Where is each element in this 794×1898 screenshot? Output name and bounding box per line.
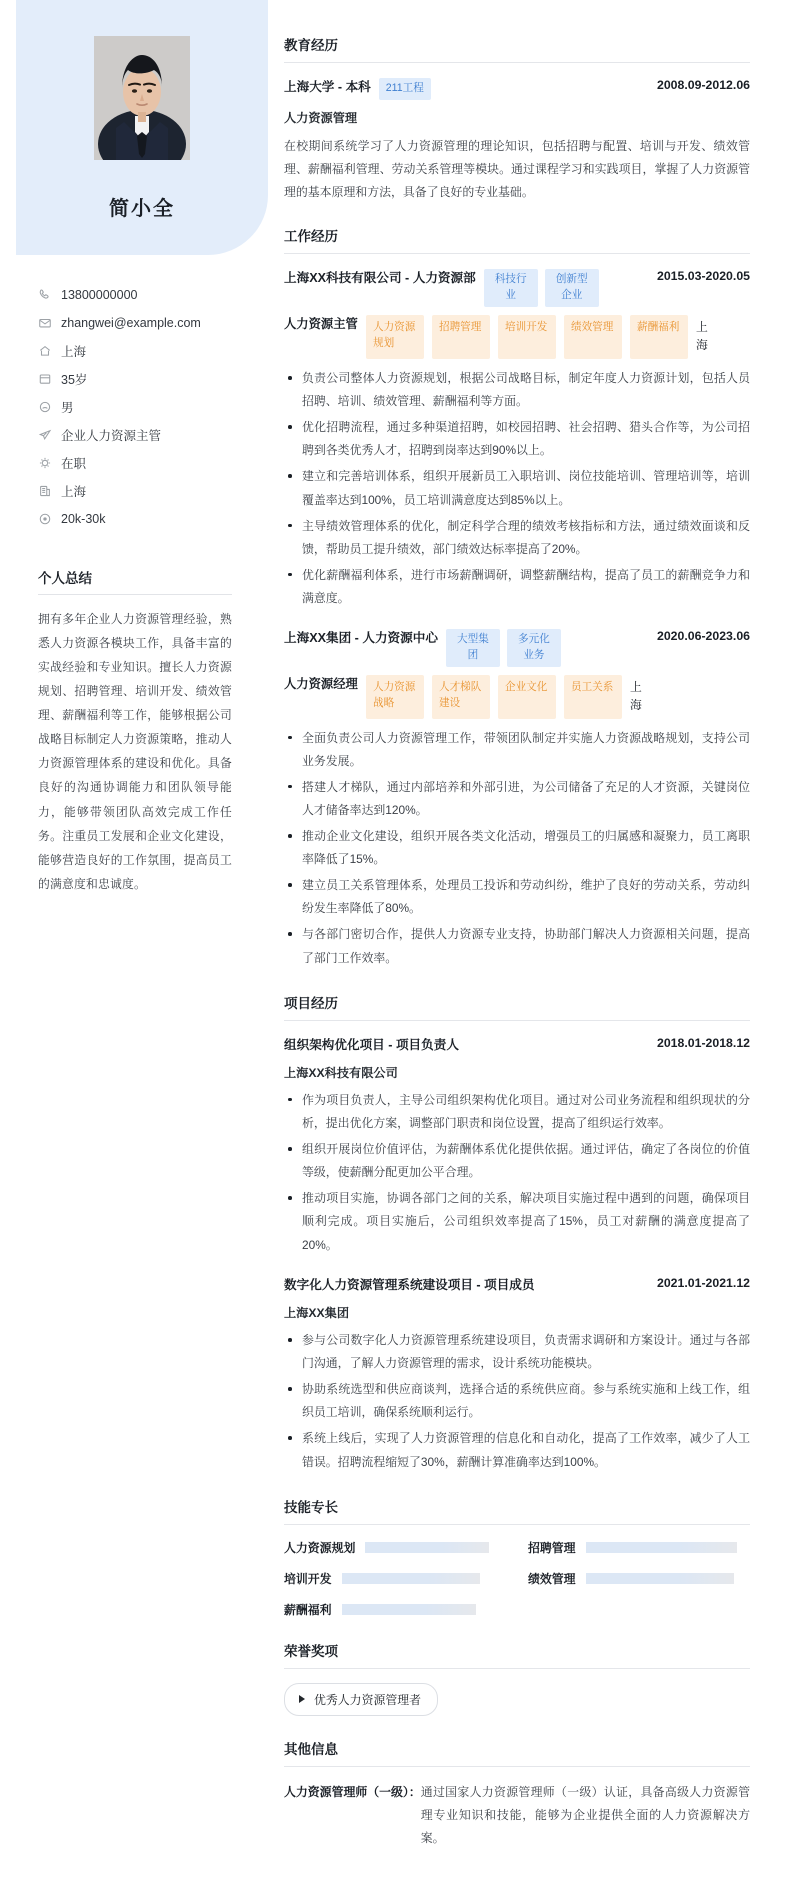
contact-item-position	[38, 421, 268, 449]
work-title: 工作经历	[284, 225, 750, 254]
role-skill-tags	[366, 315, 750, 359]
role-skill-tag: 培训开发	[498, 315, 556, 359]
calendar-icon	[38, 372, 52, 386]
other-info-title: 其他信息	[284, 1738, 750, 1767]
honors-section	[284, 1640, 750, 1716]
skill-progress-bar	[586, 1542, 750, 1553]
skill-progress-fill	[365, 1542, 489, 1553]
phone-icon	[38, 288, 52, 302]
work-bullets	[284, 727, 750, 970]
skill-item	[284, 1601, 506, 1618]
contact-value: 在职	[61, 457, 87, 471]
contact-item-gender	[38, 393, 268, 421]
education-entry	[284, 77, 750, 203]
contact-item-workplace	[38, 477, 268, 505]
role-title: 人力资源主管	[284, 317, 358, 332]
skill-label: 人力资源规划	[284, 1540, 356, 1555]
summary-title: 个人总结	[38, 567, 232, 595]
certificate-label: 人力资源管理师（一级）：	[284, 1784, 421, 1799]
company-tags	[484, 268, 649, 307]
company-tag: 科技行业	[484, 269, 538, 307]
skill-label: 招聘管理	[528, 1540, 576, 1555]
role-skill-tag: 人力资源规划	[366, 315, 424, 359]
project-bullet: 参与公司数字化人力资源管理系统建设项目，负责需求调研和方案设计。通过与各部门沟通，了解人力资源管理的需求，设计系统功能模块。	[284, 1329, 750, 1375]
profile-hero-panel	[16, 0, 268, 255]
skill-progress-bar	[342, 1573, 506, 1584]
company-tag: 大型集团	[446, 629, 500, 667]
salary-icon	[38, 512, 52, 526]
summary-section	[0, 567, 268, 896]
contact-value: 35岁	[61, 373, 88, 387]
project-date: 2021.01-2021.12	[657, 1275, 750, 1290]
contact-value: 上海	[61, 345, 87, 359]
right-column	[268, 0, 794, 1898]
skill-progress-fill	[586, 1542, 737, 1553]
summary-body: 拥有多年企业人力资源管理经验，熟悉人力资源各模块工作，具备丰富的实战经验和专业知识。擅长人力资源规划、招聘管理、培训开发、绩效管理、薪酬福利等工作，能够根据公司战略目标制定人力资源策略，推动人力资源管理体系的建设和优化。具备良好的沟通协调能力和团队领导能力，能够带领团队高效完成工作任务。注重员工发展和企业文化建设，能够营造良好的工作氛围，提高员工的满意度和忠诚度。	[38, 612, 232, 891]
work-role-row	[284, 315, 750, 359]
projects-title: 项目经历	[284, 992, 750, 1021]
home-icon	[38, 344, 52, 358]
contact-item-hometown	[38, 337, 268, 365]
honors-title: 荣誉奖项	[284, 1640, 750, 1669]
contact-value: 企业人力资源主管	[61, 429, 162, 443]
skills-section	[284, 1496, 750, 1618]
other-info-item	[284, 1781, 750, 1850]
work-entry-header	[284, 268, 750, 307]
role-skill-tag: 人力资源战略	[366, 675, 424, 719]
work-bullet: 全面负责公司人力资源管理工作，带领团队制定并实施人力资源战略规划，支持公司业务发展。	[284, 727, 750, 773]
skill-item	[528, 1539, 750, 1556]
company-tags	[446, 628, 649, 667]
skill-progress-fill	[586, 1573, 734, 1584]
status-icon	[38, 456, 52, 470]
role-location: 上海	[630, 679, 642, 712]
project-entry-header	[284, 1035, 750, 1055]
contact-item-phone	[38, 281, 268, 309]
projects-section	[284, 992, 750, 1474]
gender-icon	[38, 400, 52, 414]
contact-list	[0, 281, 268, 533]
skill-item	[284, 1539, 506, 1556]
work-entry-header	[284, 628, 750, 667]
project-name: 组织架构优化项目 - 项目负责人	[284, 1037, 459, 1052]
contact-item-email	[38, 309, 268, 337]
project-org: 上海XX科技有限公司	[284, 1065, 398, 1080]
education-section	[284, 34, 750, 203]
role-title: 人力资源经理	[284, 676, 358, 691]
work-bullet: 负责公司整体人力资源规划，根据公司战略目标，制定年度人力资源计划，包括人员招聘、培训、绩效管理、薪酬福利等方面。	[284, 367, 750, 413]
education-tag: 211工程	[379, 78, 431, 100]
role-skill-tag: 员工关系	[564, 675, 622, 719]
education-major: 人力资源管理	[284, 110, 358, 125]
email-icon	[38, 316, 52, 330]
skill-progress-bar	[586, 1573, 750, 1584]
portrait-photo	[94, 36, 190, 160]
education-title: 教育经历	[284, 34, 750, 63]
work-bullet: 主导绩效管理体系的优化，制定科学合理的绩效考核指标和方法，通过绩效面谈和反馈，帮助员工提升绩效，部门绩效达标率提高了20%。	[284, 515, 750, 561]
work-bullet: 优化薪酬福利体系，进行市场薪酬调研，调整薪酬结构，提高了员工的薪酬竞争力和满意度。	[284, 564, 750, 610]
skill-item	[528, 1570, 750, 1587]
contact-item-salary	[38, 505, 268, 533]
education-date: 2008.09-2012.06	[657, 78, 750, 92]
skill-progress-fill	[342, 1573, 480, 1584]
work-role-row	[284, 675, 750, 719]
contact-item-age	[38, 365, 268, 393]
triangle-right-icon[interactable]	[299, 1695, 305, 1703]
building-icon	[38, 484, 52, 498]
company-name: 上海XX集团 - 人力资源中心	[284, 631, 438, 646]
project-entry-header	[284, 1275, 750, 1295]
role-location: 上海	[696, 320, 708, 353]
skill-label: 薪酬福利	[284, 1602, 332, 1617]
project-bullet: 作为项目负责人，主导公司组织架构优化项目。通过对公司业务流程和组织现状的分析，提出优化方案，调整部门职责和岗位设置，提高了组织运行效率。	[284, 1089, 750, 1135]
skill-item	[284, 1570, 506, 1587]
role-skill-tag: 绩效管理	[564, 315, 622, 359]
role-skill-tag: 人才梯队建设	[432, 675, 490, 719]
project-entry	[284, 1035, 750, 1257]
project-name: 数字化人力资源管理系统建设项目 - 项目成员	[284, 1277, 535, 1292]
certificate-description: 通过国家人力资源管理师（一级）认证，具备高级人力资源管理专业知识和技能，能够为企业提供全面的人力资源解决方案。	[420, 1784, 750, 1845]
work-date: 2015.03-2020.05	[657, 269, 750, 284]
project-bullet: 协助系统选型和供应商谈判，选择合适的系统供应商。参与系统实施和上线工作，组织员工培训，确保系统顺利运行。	[284, 1378, 750, 1424]
work-bullet: 推动企业文化建设，组织开展各类文化活动，增强员工的归属感和凝聚力，员工离职率降低了15%。	[284, 825, 750, 871]
skill-progress-bar	[342, 1604, 506, 1615]
role-skill-tag: 招聘管理	[432, 315, 490, 359]
company-tag: 多元化业务	[507, 629, 561, 667]
skill-progress-bar	[365, 1542, 506, 1553]
left-column	[0, 0, 268, 896]
work-bullet: 优化招聘流程，通过多种渠道招聘，如校园招聘、社会招聘、猎头合作等，为公司招聘到各类优秀人才，招聘到岗率达到90%以上。	[284, 416, 750, 462]
other-info-section	[284, 1738, 750, 1850]
education-tags	[379, 77, 649, 100]
project-org: 上海XX集团	[284, 1306, 350, 1321]
education-entry-header	[284, 77, 750, 100]
skill-label: 培训开发	[284, 1571, 332, 1586]
project-bullet: 组织开展岗位价值评估，为薪酬体系优化提供依据。通过评估，确定了各岗位的价值等级，使薪酬分配更加公平合理。	[284, 1138, 750, 1184]
skill-label: 绩效管理	[528, 1571, 576, 1586]
briefcase-icon	[38, 428, 52, 442]
project-bullets	[284, 1329, 750, 1474]
honor-item[interactable]	[284, 1683, 438, 1716]
skill-progress-fill	[342, 1604, 477, 1615]
role-skill-tags	[366, 675, 750, 719]
contact-value: 20k-30k	[61, 512, 106, 526]
project-bullets	[284, 1089, 750, 1257]
contact-item-status	[38, 449, 268, 477]
education-description: 在校期间系统学习了人力资源管理的理论知识，包括招聘与配置、培训与开发、绩效管理、薪酬福利管理、劳动关系管理等模块。通过课程学习和实践项目，掌握了人力资源管理的基本原理和方法，具备了良好的专业基础。	[284, 138, 750, 199]
project-bullet: 推动项目实施，协调各部门之间的关系，解决项目实施过程中遇到的问题，确保项目顺利完成。项目实施后，公司组织效率提高了15%，员工对薪酬的满意度提高了20%。	[284, 1187, 750, 1256]
role-skill-tag: 企业文化	[498, 675, 556, 719]
work-bullets	[284, 367, 750, 610]
school-name: 上海大学 - 本科	[284, 80, 371, 94]
work-entry	[284, 268, 750, 610]
work-section	[284, 225, 750, 969]
company-tag: 创新型企业	[545, 269, 599, 307]
project-date: 2018.01-2018.12	[657, 1035, 750, 1050]
honor-label: 优秀人力资源管理者	[314, 1692, 422, 1707]
work-date: 2020.06-2023.06	[657, 629, 750, 644]
work-entry	[284, 628, 750, 970]
person-name: 简小全	[109, 198, 175, 220]
skills-grid	[284, 1539, 750, 1618]
contact-value: 上海	[61, 485, 87, 499]
contact-value: 13800000000	[61, 288, 138, 302]
work-bullet: 搭建人才梯队，通过内部培养和外部引进，为公司储备了充足的人才资源，关键岗位人才储备率达到120%。	[284, 776, 750, 822]
role-skill-tag: 薪酬福利	[630, 315, 688, 359]
contact-value: zhangwei@example.com	[61, 316, 201, 330]
project-entry	[284, 1275, 750, 1474]
project-bullet: 系统上线后，实现了人力资源管理的信息化和自动化，提高了工作效率，减少了人工错误。招聘流程缩短了30%，薪酬计算准确率达到100%。	[284, 1427, 750, 1473]
skills-title: 技能专长	[284, 1496, 750, 1525]
company-name: 上海XX科技有限公司 - 人力资源部	[284, 271, 476, 286]
work-bullet: 与各部门密切合作，提供人力资源专业支持，协助部门解决人力资源相关问题，提高了部门工作效率。	[284, 923, 750, 969]
work-bullet: 建立员工关系管理体系，处理员工投诉和劳动纠纷，维护了良好的劳动关系，劳动纠纷发生率降低了80%。	[284, 874, 750, 920]
contact-value: 男	[61, 401, 74, 415]
work-bullet: 建立和完善培训体系，组织开展新员工入职培训、岗位技能培训、管理培训等，培训覆盖率达到100%，员工培训满意度达到85%以上。	[284, 465, 750, 511]
